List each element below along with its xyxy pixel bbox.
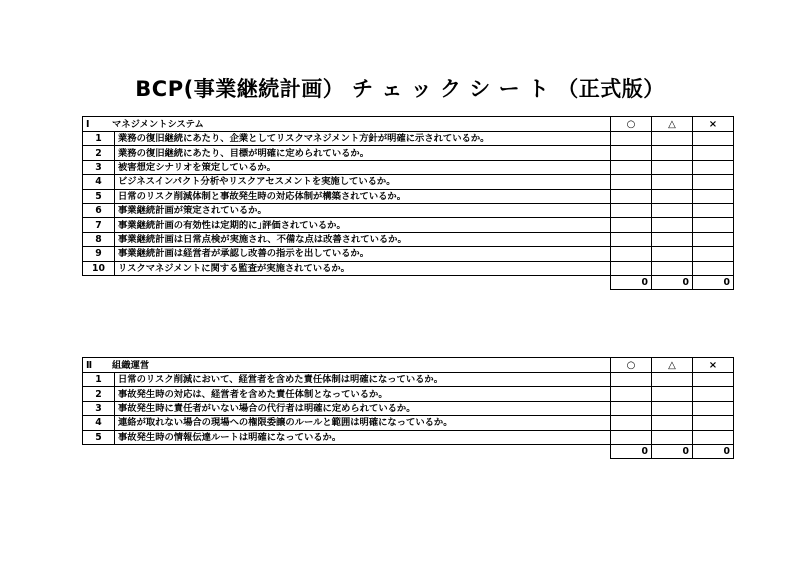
check-cell-circle[interactable] [611, 132, 652, 146]
total-triangle: 0 [652, 444, 693, 458]
check-cell-triangle[interactable] [652, 430, 693, 444]
section-number: Ⅰ [86, 118, 90, 130]
check-cell-circle[interactable] [611, 232, 652, 246]
item-text: 連絡が取れない場合の現場への権限委譲のルールと範囲は明確になっているか。 [115, 416, 611, 430]
check-cell-cross[interactable] [693, 160, 734, 174]
check-cell-circle[interactable] [611, 189, 652, 203]
section-header-row [83, 358, 734, 373]
check-cell-triangle[interactable] [652, 401, 693, 415]
check-cell-triangle[interactable] [652, 146, 693, 160]
section-header [83, 358, 611, 373]
check-cell-cross[interactable] [693, 430, 734, 444]
item-text: 事故発生時の情報伝達ルートは明確になっているか。 [115, 430, 611, 444]
checklist-row [83, 373, 734, 387]
total-circle: 0 [611, 444, 652, 458]
totals-row [83, 444, 734, 458]
check-cell-triangle[interactable] [652, 218, 693, 232]
check-cell-circle[interactable] [611, 146, 652, 160]
check-cell-triangle[interactable] [652, 132, 693, 146]
item-text: 事故発生時に責任者がいない場合の代行者は明確に定められているか。 [115, 401, 611, 415]
check-cell-triangle[interactable] [652, 232, 693, 246]
check-cell-circle[interactable] [611, 430, 652, 444]
checklist-row [83, 401, 734, 415]
check-cell-cross[interactable] [693, 203, 734, 217]
item-text: 事故発生時の対応は、経営者を含めた責任体制となっているか。 [115, 387, 611, 401]
checklist-row [83, 146, 734, 160]
item-text: 事業継続計画は日常点検が実施され、不備な点は改善されているか。 [115, 232, 611, 246]
checklist-table-organization [82, 357, 734, 459]
check-cell-circle[interactable] [611, 218, 652, 232]
check-cell-cross[interactable] [693, 261, 734, 275]
column-header-triangle: △ [652, 358, 693, 373]
section-name: 組織運営 [112, 359, 150, 371]
check-cell-circle[interactable] [611, 387, 652, 401]
total-cross: 0 [693, 444, 734, 458]
check-cell-circle[interactable] [611, 373, 652, 387]
total-triangle: 0 [652, 275, 693, 289]
item-text: 事業継続計画は経営者が承認し改善の指示を出しているか。 [115, 247, 611, 261]
page-title: BCP(事業継続計画） チ ェ ッ ク シ ー ト （正式版） [135, 77, 665, 101]
checklist-row [83, 387, 734, 401]
item-number: 4 [83, 175, 115, 189]
item-text: 被害想定シナリオを策定しているか。 [115, 160, 611, 174]
item-text: 業務の復旧継続にあたり、企業としてリスクマネジメント方針が明確に示されているか。 [115, 132, 611, 146]
column-header-cross: × [693, 358, 734, 373]
item-number: 2 [83, 387, 115, 401]
check-cell-circle[interactable] [611, 261, 652, 275]
check-cell-triangle[interactable] [652, 387, 693, 401]
checklist-row [83, 132, 734, 146]
item-number: 5 [83, 189, 115, 203]
item-number: 1 [83, 132, 115, 146]
section-number: Ⅱ [86, 359, 93, 371]
check-cell-triangle[interactable] [652, 261, 693, 275]
check-cell-cross[interactable] [693, 218, 734, 232]
item-number: 10 [83, 261, 115, 275]
total-circle: 0 [611, 275, 652, 289]
check-cell-circle[interactable] [611, 175, 652, 189]
checklist-row [83, 232, 734, 246]
checklist-table-management-system [82, 116, 734, 290]
check-cell-circle[interactable] [611, 401, 652, 415]
item-text: 事業継続計画の有効性は定期的に｣評価されているか。 [115, 218, 611, 232]
check-cell-cross[interactable] [693, 401, 734, 415]
totals-row [83, 275, 734, 289]
item-number: 3 [83, 401, 115, 415]
checklist-row [83, 430, 734, 444]
column-header-circle: ○ [611, 117, 652, 132]
item-text: 業務の復旧継続にあたり、目標が明確に定められているか。 [115, 146, 611, 160]
check-cell-cross[interactable] [693, 373, 734, 387]
column-header-cross: × [693, 117, 734, 132]
section-header [83, 117, 611, 132]
item-number: 4 [83, 416, 115, 430]
item-number: 1 [83, 373, 115, 387]
check-cell-cross[interactable] [693, 416, 734, 430]
check-cell-cross[interactable] [693, 387, 734, 401]
check-cell-circle[interactable] [611, 160, 652, 174]
check-cell-cross[interactable] [693, 232, 734, 246]
check-cell-triangle[interactable] [652, 416, 693, 430]
column-header-circle: ○ [611, 358, 652, 373]
item-text: ビジネスインパクト分析やリスクアセスメントを実施しているか。 [115, 175, 611, 189]
check-cell-circle[interactable] [611, 416, 652, 430]
check-cell-cross[interactable] [693, 132, 734, 146]
check-cell-triangle[interactable] [652, 175, 693, 189]
check-cell-cross[interactable] [693, 189, 734, 203]
check-cell-circle[interactable] [611, 247, 652, 261]
checklist-row [83, 416, 734, 430]
check-cell-triangle[interactable] [652, 160, 693, 174]
column-header-triangle: △ [652, 117, 693, 132]
item-number: 3 [83, 160, 115, 174]
item-number: 9 [83, 247, 115, 261]
item-text: 日常のリスク削減において、経営者を含めた責任体制は明確になっているか。 [115, 373, 611, 387]
check-cell-cross[interactable] [693, 247, 734, 261]
item-number: 7 [83, 218, 115, 232]
check-cell-cross[interactable] [693, 146, 734, 160]
total-cross: 0 [693, 275, 734, 289]
check-cell-triangle[interactable] [652, 189, 693, 203]
checklist-row [83, 247, 734, 261]
item-text: 日常のリスク削減体制と事故発生時の対応体制が構築されているか。 [115, 189, 611, 203]
checklist-row [83, 175, 734, 189]
checklist-row [83, 160, 734, 174]
checklist-row [83, 189, 734, 203]
item-number: 2 [83, 146, 115, 160]
checklist-row [83, 261, 734, 275]
item-text: リスクマネジメントに関する監査が実施されているか。 [115, 261, 611, 275]
item-number: 5 [83, 430, 115, 444]
section-name: マネジメントシステム [112, 118, 204, 130]
checklist-row [83, 203, 734, 217]
check-cell-circle[interactable] [611, 203, 652, 217]
item-text: 事業継続計画が策定されているか。 [115, 203, 611, 217]
check-cell-cross[interactable] [693, 175, 734, 189]
item-number: 8 [83, 232, 115, 246]
checklist-row [83, 218, 734, 232]
check-cell-triangle[interactable] [652, 203, 693, 217]
check-cell-triangle[interactable] [652, 373, 693, 387]
section-header-row [83, 117, 734, 132]
check-cell-triangle[interactable] [652, 247, 693, 261]
item-number: 6 [83, 203, 115, 217]
